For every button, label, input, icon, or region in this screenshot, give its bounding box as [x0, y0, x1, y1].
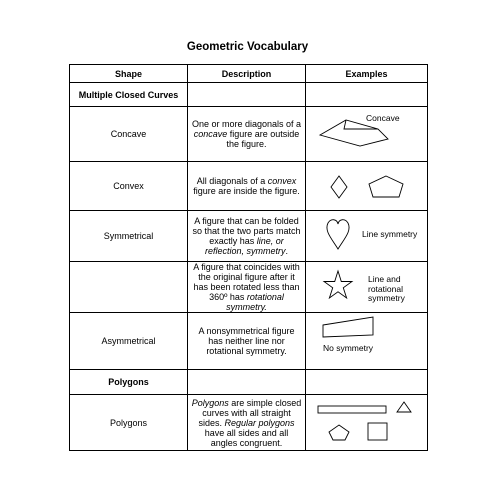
example-concave	[306, 107, 428, 162]
polygon-figures-icon	[306, 395, 428, 451]
example-convex	[306, 162, 428, 211]
label-concave: Concave	[366, 113, 400, 123]
convex-figures-icon	[306, 162, 428, 211]
shape-asymmetrical: Asymmetrical	[70, 313, 188, 370]
section-label-closed-curves: Multiple Closed Curves	[70, 83, 188, 107]
pentagon-icon	[369, 176, 403, 197]
italic-term: Regular polygons	[224, 417, 295, 428]
row-symmetrical	[70, 211, 428, 262]
desc-symmetrical	[188, 211, 306, 262]
example-asymmetrical	[306, 313, 428, 370]
text-run: A figure that coincides with the original figure after it has been rotated less than 360º has	[193, 262, 300, 302]
example-polygons	[306, 395, 428, 451]
header-description: Description	[188, 65, 306, 83]
label-line-symmetry: Line symmetry	[362, 229, 418, 239]
text-run: All diagonals of a	[196, 176, 268, 186]
empty-cell	[188, 370, 306, 395]
text-run: A nonsymmetrical figure has neither line nor rotational symmetry.	[198, 326, 295, 356]
italic-term: convex	[267, 176, 297, 186]
desc-asymmetrical	[188, 313, 306, 370]
shape-symmetrical: Symmetrical	[70, 211, 188, 262]
italic-term: line, or reflection, symmetry	[204, 236, 286, 256]
shape-convex: Convex	[70, 162, 188, 211]
italic-term: concave	[193, 129, 228, 139]
empty-cell	[188, 83, 306, 107]
italic-term: rotational symmetry.	[226, 292, 284, 312]
document-title: Geometric Vocabulary	[186, 41, 309, 53]
vocabulary-table	[69, 64, 428, 451]
text-run: A figure that can be folded so that the two parts match exactly has	[192, 216, 301, 246]
section-row-closed-curves	[70, 83, 428, 107]
text-run: One or more diagonals of a	[191, 119, 302, 129]
row-rotational	[70, 262, 428, 313]
row-concave	[70, 107, 428, 162]
empty-cell	[306, 83, 428, 107]
text-run: .	[285, 246, 289, 256]
label-rotational-symmetry: Line and rotational symmetry	[368, 274, 405, 303]
text-run: are simple closed curves with all straight sides.	[198, 397, 302, 428]
desc-rotational	[188, 262, 306, 313]
triangle-icon	[397, 402, 411, 412]
row-asymmetrical	[70, 313, 428, 370]
shape-polygons: Polygons	[70, 395, 188, 451]
header-row	[70, 65, 428, 83]
diamond-icon	[331, 176, 347, 198]
label-no-symmetry: No symmetry	[323, 343, 374, 353]
italic-term: Polygons	[191, 397, 229, 408]
desc-convex	[188, 162, 306, 211]
row-convex	[70, 162, 428, 211]
long-rectangle-icon	[318, 406, 386, 413]
example-rotational	[306, 262, 428, 313]
empty-cell	[306, 370, 428, 395]
desc-concave	[188, 107, 306, 162]
pentagon-icon	[329, 425, 349, 440]
text-run: have all sides and all angles congruent.	[204, 427, 289, 448]
section-row-polygons	[70, 370, 428, 395]
header-examples: Examples	[306, 65, 428, 83]
asymmetric-quadrilateral-icon	[306, 313, 428, 370]
square-icon	[368, 423, 387, 440]
row-polygons	[70, 395, 428, 451]
desc-polygons	[188, 395, 306, 451]
header-shape: Shape	[70, 65, 188, 83]
shape-rotational	[70, 262, 188, 313]
text-run: figure are inside the figure.	[193, 186, 300, 196]
shape-concave: Concave	[70, 107, 188, 162]
example-symmetrical	[306, 211, 428, 262]
text-run: figure are outside the figure.	[226, 129, 300, 149]
section-label-polygons: Polygons	[70, 370, 188, 395]
